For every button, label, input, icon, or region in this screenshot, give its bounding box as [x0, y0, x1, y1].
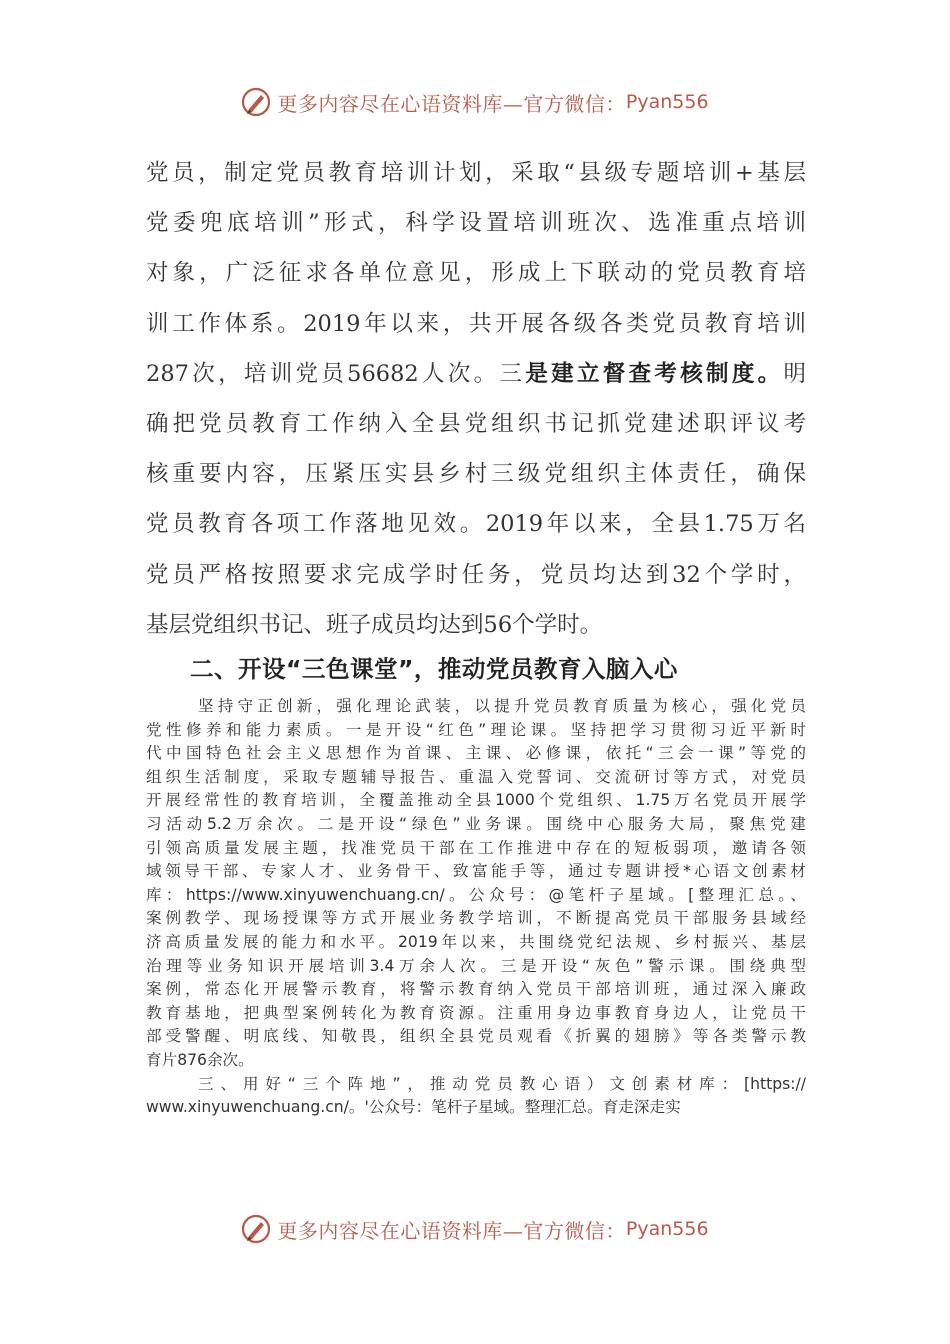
pen-logo-icon: [241, 1214, 271, 1244]
text-line: 库：https://www.xinyuwenchuang.cn/。公众号：@笔杆子星域。[整理汇总。、: [146, 885, 806, 904]
pen-logo-icon: [241, 87, 271, 117]
text-line: 党员，制定党员教育培训计划，采取“县级专题培训+基层: [146, 160, 806, 186]
text-line: 教育基地，把典型案例转化为教育资源。注重用身边事教育身边人，让党员干: [146, 1003, 806, 1022]
watermark-text: 更多内容尽在心语资料库—官方微信：: [277, 91, 626, 116]
header-watermark: [0, 82, 950, 122]
text-line: 济高质量发展的能力和水平。2019年以来，共围绕党纪法规、乡村振兴、基层: [146, 932, 806, 951]
text-line: 坚持守正创新，强化理论武装，以提升党员教育质量为核心，强化党员: [198, 697, 806, 715]
text-line: 开展经常性的教育培训，全覆盖推动全县1000个党组织、1.75万名党员开展学: [146, 791, 806, 810]
text-line: 部受警醒、明底线、知敬畏，组织全县党员观看《折翼的翅膀》等各类警示教: [146, 1027, 806, 1046]
text-line: 党员教育各项工作落地见效。2019年以来，全县1.75万名: [146, 511, 806, 538]
text-line: 三、用好“三个阵地”，推动党员教心语）文创素材库：[https://: [198, 1074, 806, 1093]
text-line: 党员严格按照要求完成学时任务，党员均达到32个学时，: [146, 561, 806, 588]
text-run: 287次，培训党员56682人次。三: [146, 360, 526, 387]
text-line: 育片876余次。: [146, 1050, 254, 1069]
text-line: 治理等业务知识开展培训3.4万余人次。三是开设“灰色”警示课。围绕典型: [146, 956, 806, 975]
text-line: [146, 349, 806, 399]
text-line: 习活动5.2万余次。二是开设“绿色”业务课。围绕中心服务大局，聚焦党建: [146, 814, 806, 833]
bold-phrase: 是建立督查考核制度。: [525, 360, 784, 387]
body-paragraph: [146, 148, 806, 650]
text-line: 党委兜底培训”形式，科学设置培训班次、选准重点培训: [146, 210, 806, 237]
text-line: 对象，广泛征求各单位意见，形成上下联动的党员教育培: [146, 260, 806, 287]
small-paragraph: [146, 695, 806, 1120]
text-line: 党性修养和能力素质。一是开设“红色”理论课。坚持把学习贯彻习近平新时: [146, 720, 806, 739]
text-line: 组织生活制度，采取专题辅导报告、重温入党誓词、交流研讨等方式，对党员: [146, 767, 806, 786]
text-line: 域领导干部、专家人才、业务骨干、致富能手等，通过专题讲授*心语文创素材: [146, 862, 806, 881]
text-run: 明: [783, 360, 806, 387]
text-line: 基层党组织书记、班子成员均达到56个学时。: [146, 611, 603, 638]
text-line: 案例教学、现场授课等方式开展业务教学培训，不断提高党员干部服务县域经: [146, 909, 806, 928]
watermark-text: 更多内容尽在心语资料库—官方微信：: [277, 1218, 626, 1243]
section-heading: 二、开设“三色课堂”，推动党员教育入脑入心: [190, 655, 678, 683]
footer-watermark: [0, 1209, 950, 1249]
text-line: 代中国特色社会主义思想作为首课、主课、必修课，依托“三会一课”等党的: [146, 744, 806, 763]
watermark-wechat-id: Pyan556: [625, 1218, 709, 1240]
text-line: 核重要内容，压紧压实县乡村三级党组织主体责任，确保: [146, 461, 806, 488]
watermark-wechat-id: Pyan556: [625, 91, 709, 113]
text-line: www.xinyuwenchuang.cn/。'公众号：笔杆子星域。整理汇总。育走深走实: [146, 1098, 681, 1117]
text-line: 案例，常态化开展警示教育，将警示教育纳入党员干部培训班，通过深入廉政: [146, 980, 806, 999]
text-line: 确把党员教育工作纳入全县党组织书记抓党建述职评议考: [146, 410, 806, 437]
text-line: 训工作体系。2019年以来，共开展各级各类党员教育培训: [146, 310, 806, 337]
text-line: 引领高质量发展主题，找准党员干部在工作推进中存在的短板弱项，邀请各领: [146, 838, 806, 857]
